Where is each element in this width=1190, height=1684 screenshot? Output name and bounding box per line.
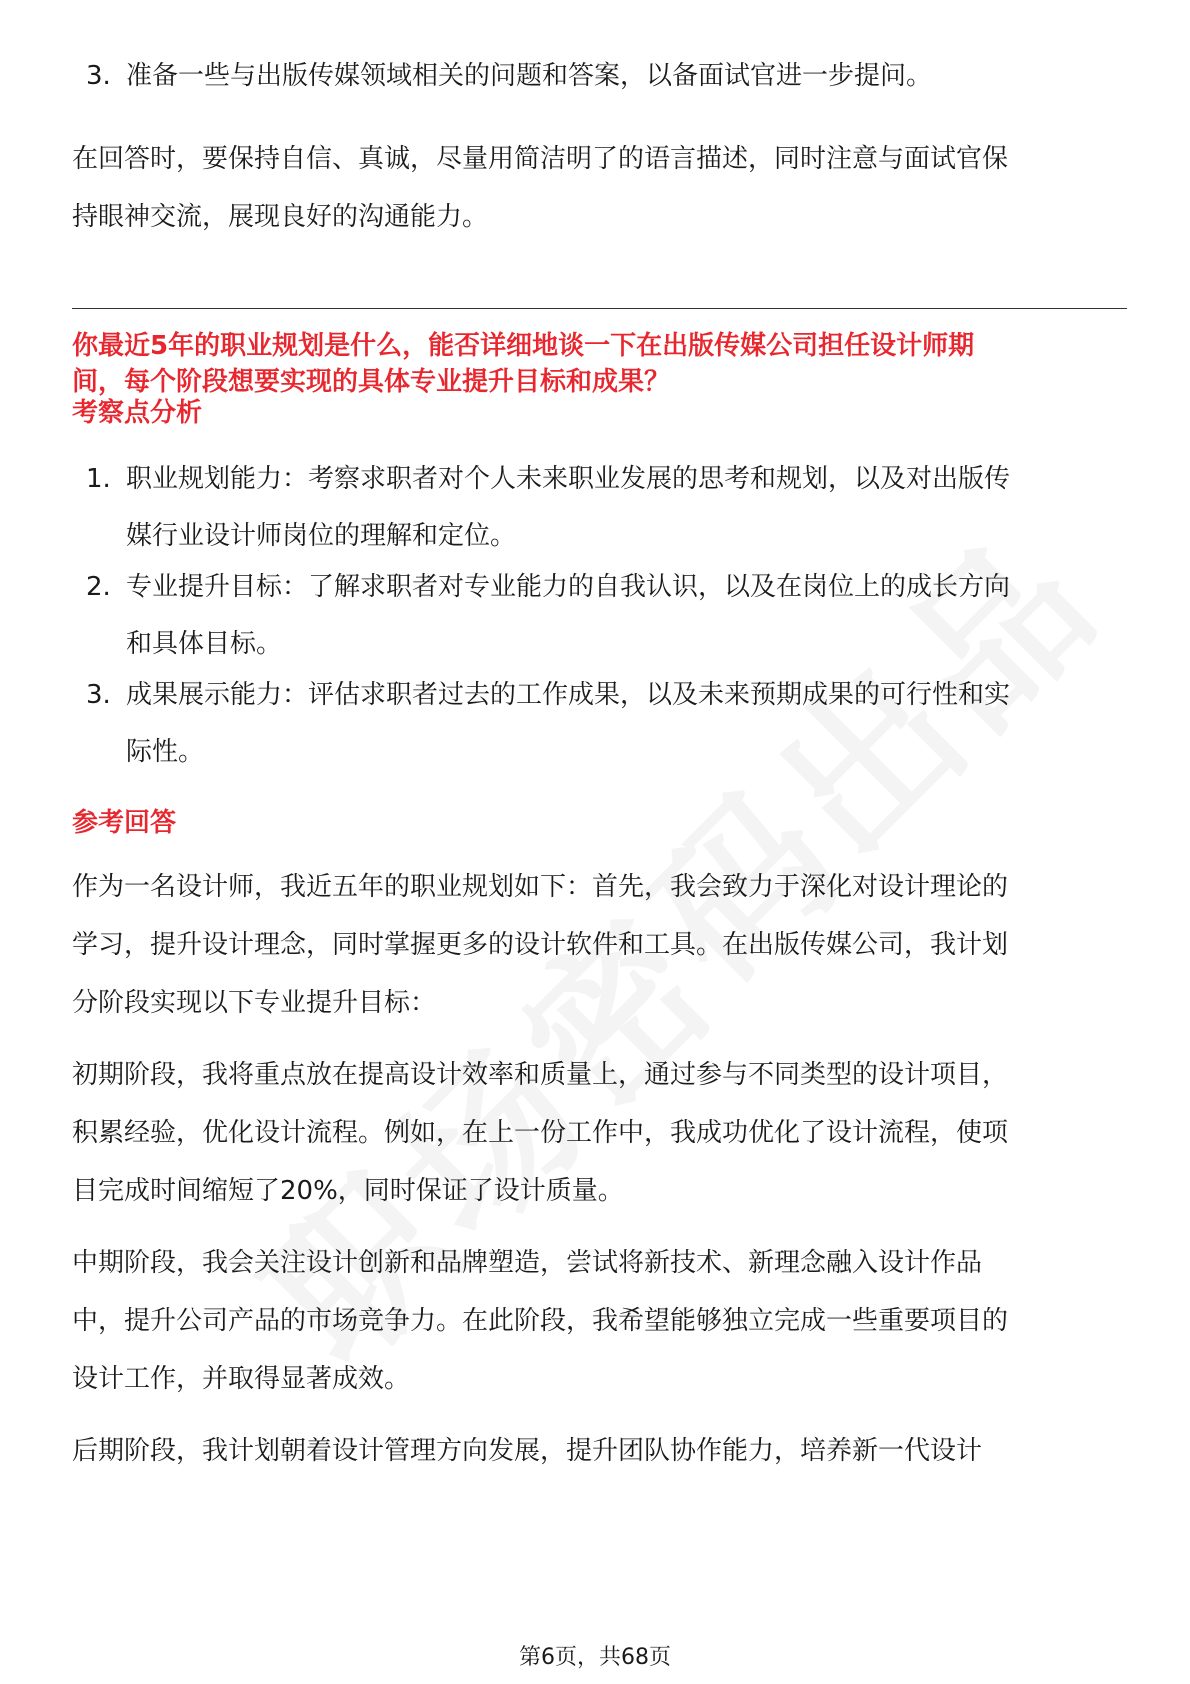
list-line: 际性。 — [126, 737, 205, 767]
list-line: 专业提升目标：了解求职者对专业能力的自我认识，以及在岗位上的成长方向 — [126, 572, 1011, 602]
paragraph-line: 作为一名设计师，我近五年的职业规划如下：首先，我会致力于深化对设计理论的 — [72, 872, 1009, 902]
paragraph-line: 初期阶段，我将重点放在提高设计效率和质量上，通过参与不同类型的设计项目， — [72, 1060, 1009, 1090]
list-number: 3. — [86, 680, 111, 710]
list-line: 成果展示能力：评估求职者过去的工作成果，以及未来预期成果的可行性和实 — [126, 680, 1011, 710]
paragraph-line: 学习，提升设计理念，同时掌握更多的设计软件和工具。在出版传媒公司，我计划 — [72, 930, 1009, 960]
section-divider — [72, 308, 1127, 309]
list-number: 2. — [86, 572, 111, 602]
paragraph-line: 设计工作，并取得显著成效。 — [72, 1364, 411, 1394]
closing-paragraph — [72, 130, 1127, 246]
list-line: 和具体目标。 — [126, 629, 283, 659]
analysis-list — [72, 451, 1127, 781]
analysis-heading: 考察点分析 — [72, 398, 203, 428]
answer-paragraph-4 — [72, 1422, 1127, 1480]
list-item — [72, 667, 1127, 781]
list-item — [72, 451, 1127, 565]
page-number: 第6页，共68页 — [519, 1645, 671, 1670]
paragraph-line: 中，提升公司产品的市场竞争力。在此阶段，我希望能够独立完成一些重要项目的 — [72, 1306, 1009, 1336]
paragraph-line: 积累经验，优化设计流程。例如，在上一份工作中，我成功优化了设计流程，使项 — [72, 1118, 1009, 1148]
list-number: 1. — [86, 464, 111, 494]
question-line: 间，每个阶段想要实现的具体专业提升目标和成果？ — [72, 367, 671, 397]
paragraph-line: 后期阶段，我计划朝着设计管理方向发展，提升团队协作能力，培养新一代设计 — [72, 1436, 983, 1466]
paragraph-line: 在回答时，要保持自信、真诚，尽量用简洁明了的语言描述，同时注意与面试官保 — [72, 144, 1009, 174]
list-item — [72, 48, 1127, 105]
answer-paragraph-1 — [72, 858, 1127, 1032]
top-section — [72, 48, 1127, 105]
list-item — [72, 559, 1127, 673]
list-line: 职业规划能力：考察求职者对个人未来职业发展的思考和规划，以及对出版传 — [126, 464, 1011, 494]
question-heading — [72, 328, 1127, 400]
list-number: 3. — [86, 61, 111, 91]
paragraph-line: 分阶段实现以下专业提升目标： — [72, 988, 437, 1018]
answer-paragraph-3 — [72, 1234, 1127, 1408]
question-line: 你最近5年的职业规划是什么，能否详细地谈一下在出版传媒公司担任设计师期 — [72, 331, 975, 361]
list-line: 媒行业设计师岗位的理解和定位。 — [126, 521, 517, 551]
list-text: 准备一些与出版传媒领域相关的问题和答案，以备面试官进一步提问。 — [126, 61, 933, 91]
answer-paragraph-2 — [72, 1046, 1127, 1220]
paragraph-line: 目完成时间缩短了20%，同时保证了设计质量。 — [72, 1176, 624, 1206]
paragraph-line: 中期阶段，我会关注设计创新和品牌塑造，尝试将新技术、新理念融入设计作品 — [72, 1248, 983, 1278]
answer-heading: 参考回答 — [72, 808, 177, 838]
paragraph-line: 持眼神交流，展现良好的沟通能力。 — [72, 202, 489, 232]
